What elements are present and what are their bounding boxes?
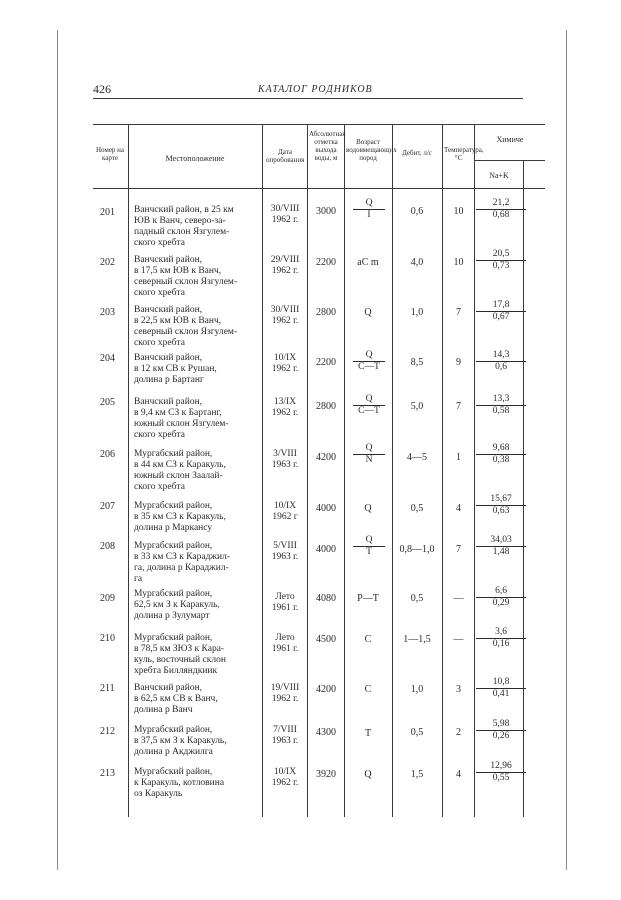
na-k-numerator: 21,2 <box>476 198 526 210</box>
altitude: 2800 <box>316 401 336 412</box>
page-edge-right <box>566 30 567 870</box>
header-num: Номер на карте <box>95 146 125 162</box>
debit: 0,5 <box>410 727 424 738</box>
temperature: 7 <box>456 544 461 555</box>
sampling-date: 30/VIII 1962 г. <box>270 305 300 326</box>
altitude: 4300 <box>316 727 336 738</box>
na-k-denominator: 0,67 <box>492 312 510 322</box>
na-k-fraction <box>476 761 526 784</box>
column-divider <box>307 124 308 817</box>
altitude: 4000 <box>316 503 336 514</box>
na-k-denominator: 0,38 <box>492 455 510 465</box>
location-text: Ванчский район, в 62,5 км СВ к Ванч, долина р Ванч <box>134 683 218 715</box>
row-number: 206 <box>100 449 115 460</box>
location-text: Ванчский район, в 9,4 км СЗ к Бартанг, южный склон Язгулем- ского хребта <box>134 397 229 440</box>
debit: 0,6 <box>410 206 424 217</box>
temperature: — <box>453 634 464 645</box>
column-divider <box>474 124 475 817</box>
age-denominator: I <box>367 210 371 220</box>
page-edge-left <box>57 30 58 870</box>
age-numerator: Q <box>353 350 385 362</box>
na-k-numerator: 9,68 <box>476 443 526 455</box>
sampling-date: 7/VIII 1963 г. <box>271 725 299 746</box>
na-k-fraction <box>476 198 526 221</box>
header-location: Местоположение <box>165 154 225 163</box>
temperature: 10 <box>453 206 464 217</box>
sampling-date: 30/VIII 1962 г. <box>270 204 300 225</box>
rock-age-fraction <box>347 443 391 466</box>
rock-age: P—T <box>357 593 379 604</box>
table-header-bottom-rule <box>93 188 545 189</box>
na-k-fraction <box>476 627 526 650</box>
na-k-numerator: 10,8 <box>476 677 526 689</box>
location-text: Мургабский район, к Каракуль, котловина оз Каракуль <box>134 767 225 799</box>
location-text: Мургабский район, в 33 км СЗ к Караджил- га, долина р Караджил- га <box>134 541 230 584</box>
header-debit: Дебит, л/с <box>402 149 432 157</box>
sampling-date: 13/IX 1962 г. <box>271 397 299 418</box>
location-text: Мургабский район, 62,5 км З к Каракуль, долина р Зулумарт <box>134 589 220 621</box>
na-k-numerator: 17,8 <box>476 300 526 312</box>
row-number: 213 <box>100 768 115 779</box>
altitude: 3920 <box>316 769 336 780</box>
altitude: 4200 <box>316 452 336 463</box>
debit: 5,0 <box>410 401 424 412</box>
altitude: 4200 <box>316 684 336 695</box>
age-denominator: T <box>366 547 372 557</box>
debit: 1—1,5 <box>403 634 431 645</box>
debit: 8,5 <box>410 357 424 368</box>
na-k-numerator: 15,67 <box>476 494 526 506</box>
altitude: 4080 <box>316 593 336 604</box>
rock-age: Q <box>364 769 372 780</box>
row-number: 205 <box>100 397 115 408</box>
row-number: 208 <box>100 541 115 552</box>
rock-age: C <box>364 684 372 695</box>
temperature: 10 <box>453 257 464 268</box>
temperature: 1 <box>456 452 461 463</box>
age-denominator: C—T <box>358 406 380 416</box>
age-numerator: Q <box>353 198 385 210</box>
location-text: Мургабский район, в 44 км СЗ к Каракуль, южный склон Заалай- ского хребта <box>134 449 226 492</box>
na-k-denominator: 0,68 <box>492 210 510 220</box>
sampling-date: 10/IX 1962 г. <box>271 353 299 374</box>
row-number: 212 <box>100 726 115 737</box>
location-text: Ванчский район, в 22,5 км ЮВ к Ванч, северный склон Язгулем- ского хребта <box>134 305 238 348</box>
sampling-date: 3/VIII 1963 г. <box>271 449 299 470</box>
running-title: КАТАЛОГ РОДНИКОВ <box>258 84 373 95</box>
na-k-denominator: 0,16 <box>492 639 510 649</box>
sampling-date: 29/VIII 1962 г. <box>270 255 300 276</box>
header-age: Возраст водовмещающих пород <box>346 138 397 162</box>
rock-age: aC m <box>357 257 379 268</box>
na-k-denominator: 0,29 <box>492 598 510 608</box>
header-chem: Химиче <box>496 135 524 144</box>
debit: 0,5 <box>410 593 424 604</box>
location-text: Ванчский район, в 12 км СВ к Рушан, долина р Бартанг <box>134 353 217 385</box>
sampling-date: Лето 1961 г. <box>271 633 299 654</box>
row-number: 211 <box>100 683 115 694</box>
na-k-denominator: 0,26 <box>492 731 510 741</box>
na-k-fraction <box>476 300 526 323</box>
na-k-denominator: 0,58 <box>492 406 510 416</box>
temperature: — <box>453 593 464 604</box>
temperature: 2 <box>456 727 461 738</box>
sampling-date: 5/VIII 1963 г. <box>271 541 299 562</box>
age-denominator: C—T <box>358 362 380 372</box>
debit: 1,0 <box>410 307 424 318</box>
row-number: 203 <box>100 307 115 318</box>
age-denominator: N <box>365 455 373 465</box>
age-numerator: Q <box>353 535 385 547</box>
na-k-fraction <box>476 249 526 272</box>
rock-age: Q <box>364 307 372 318</box>
header-altitude: Абсолютная отметка выхода воды, м <box>309 130 346 162</box>
debit: 1,5 <box>410 769 424 780</box>
debit: 0,5 <box>410 503 424 514</box>
na-k-fraction <box>476 719 526 742</box>
na-k-denominator: 0,41 <box>492 689 510 699</box>
sampling-date: 10/IX 1962 г. <box>271 767 299 788</box>
na-k-numerator: 6,6 <box>476 586 526 598</box>
rock-age: T <box>364 728 372 739</box>
temperature: 9 <box>456 357 461 368</box>
column-divider <box>442 124 443 817</box>
age-numerator: Q <box>353 443 385 455</box>
temperature: 4 <box>456 503 461 514</box>
altitude: 4500 <box>316 634 336 645</box>
location-text: Ванчский район, в 25 км ЮВ к Ванч, северо-за- падный склон Язгулем- ского хребта <box>134 205 234 248</box>
debit: 0,8—1,0 <box>399 544 435 555</box>
header-date: Дата опробования <box>266 148 305 164</box>
sampling-date: 19/VIII 1962 г. <box>270 683 300 704</box>
debit: 4,0 <box>410 257 424 268</box>
location-text: Мургабский район, в 78,5 км ЗЮЗ к Кара- куль, восточный склон хребта Билляндкиик <box>134 633 226 676</box>
column-divider <box>344 124 345 817</box>
na-k-denominator: 1,48 <box>492 547 510 557</box>
temperature: 3 <box>456 684 461 695</box>
temperature: 4 <box>456 769 461 780</box>
altitude: 3000 <box>316 206 336 217</box>
sampling-date: 10/IX 1962 г <box>272 501 298 522</box>
altitude: 2800 <box>316 307 336 318</box>
column-divider <box>128 124 129 817</box>
row-number: 209 <box>100 593 115 604</box>
na-k-fraction <box>476 535 526 558</box>
running-head-rule <box>93 98 523 99</box>
chem-subheader-rule <box>474 160 545 161</box>
table-top-rule <box>93 124 545 125</box>
na-k-denominator: 0,63 <box>492 506 510 516</box>
na-k-denominator: 0,6 <box>495 362 507 372</box>
header-na-k: Na+K <box>489 171 509 180</box>
na-k-denominator: 0,55 <box>492 773 510 783</box>
na-k-numerator: 3,6 <box>476 627 526 639</box>
na-k-fraction <box>476 350 526 373</box>
debit: 1,0 <box>410 684 424 695</box>
na-k-fraction <box>476 394 526 417</box>
rock-age: Q <box>364 503 372 514</box>
rock-age-fraction <box>347 394 391 417</box>
na-k-numerator: 20,5 <box>476 249 526 261</box>
temperature: 7 <box>456 401 461 412</box>
na-k-numerator: 14,3 <box>476 350 526 362</box>
column-divider <box>392 124 393 817</box>
rock-age-fraction <box>347 198 391 221</box>
row-number: 207 <box>100 501 115 512</box>
rock-age-fraction <box>347 535 391 558</box>
header-temp: Температура, °С <box>444 146 484 162</box>
page-number: 426 <box>93 82 111 96</box>
na-k-fraction <box>476 677 526 700</box>
sampling-date: Лето 1961 г. <box>271 592 299 613</box>
na-k-fraction <box>476 494 526 517</box>
location-text: Ванчский район, в 17,5 км ЮВ к Ванч, северный склон Язгулем- ского хребта <box>134 255 238 298</box>
na-k-fraction <box>476 443 526 466</box>
temperature: 7 <box>456 307 461 318</box>
na-k-fraction <box>476 586 526 609</box>
na-k-numerator: 34,03 <box>476 535 526 547</box>
altitude: 4000 <box>316 544 336 555</box>
row-number: 204 <box>100 353 115 364</box>
altitude: 2200 <box>316 357 336 368</box>
location-text: Мургабский район, в 35 км СЗ к Каракуль, долина р Маркансу <box>134 501 226 533</box>
row-number: 210 <box>100 633 115 644</box>
rock-age: C <box>364 634 372 645</box>
row-number: 201 <box>100 207 115 218</box>
debit: 4—5 <box>407 452 427 463</box>
na-k-numerator: 12,96 <box>476 761 526 773</box>
na-k-denominator: 0,73 <box>492 261 510 271</box>
location-text: Мургабский район, в 37,5 км З к Каракуль, долина р Акджилга <box>134 725 227 757</box>
rock-age-fraction <box>347 350 391 373</box>
row-number: 202 <box>100 257 115 268</box>
column-divider <box>262 124 263 817</box>
age-numerator: Q <box>353 394 385 406</box>
na-k-numerator: 5,98 <box>476 719 526 731</box>
na-k-numerator: 13,3 <box>476 394 526 406</box>
altitude: 2200 <box>316 257 336 268</box>
